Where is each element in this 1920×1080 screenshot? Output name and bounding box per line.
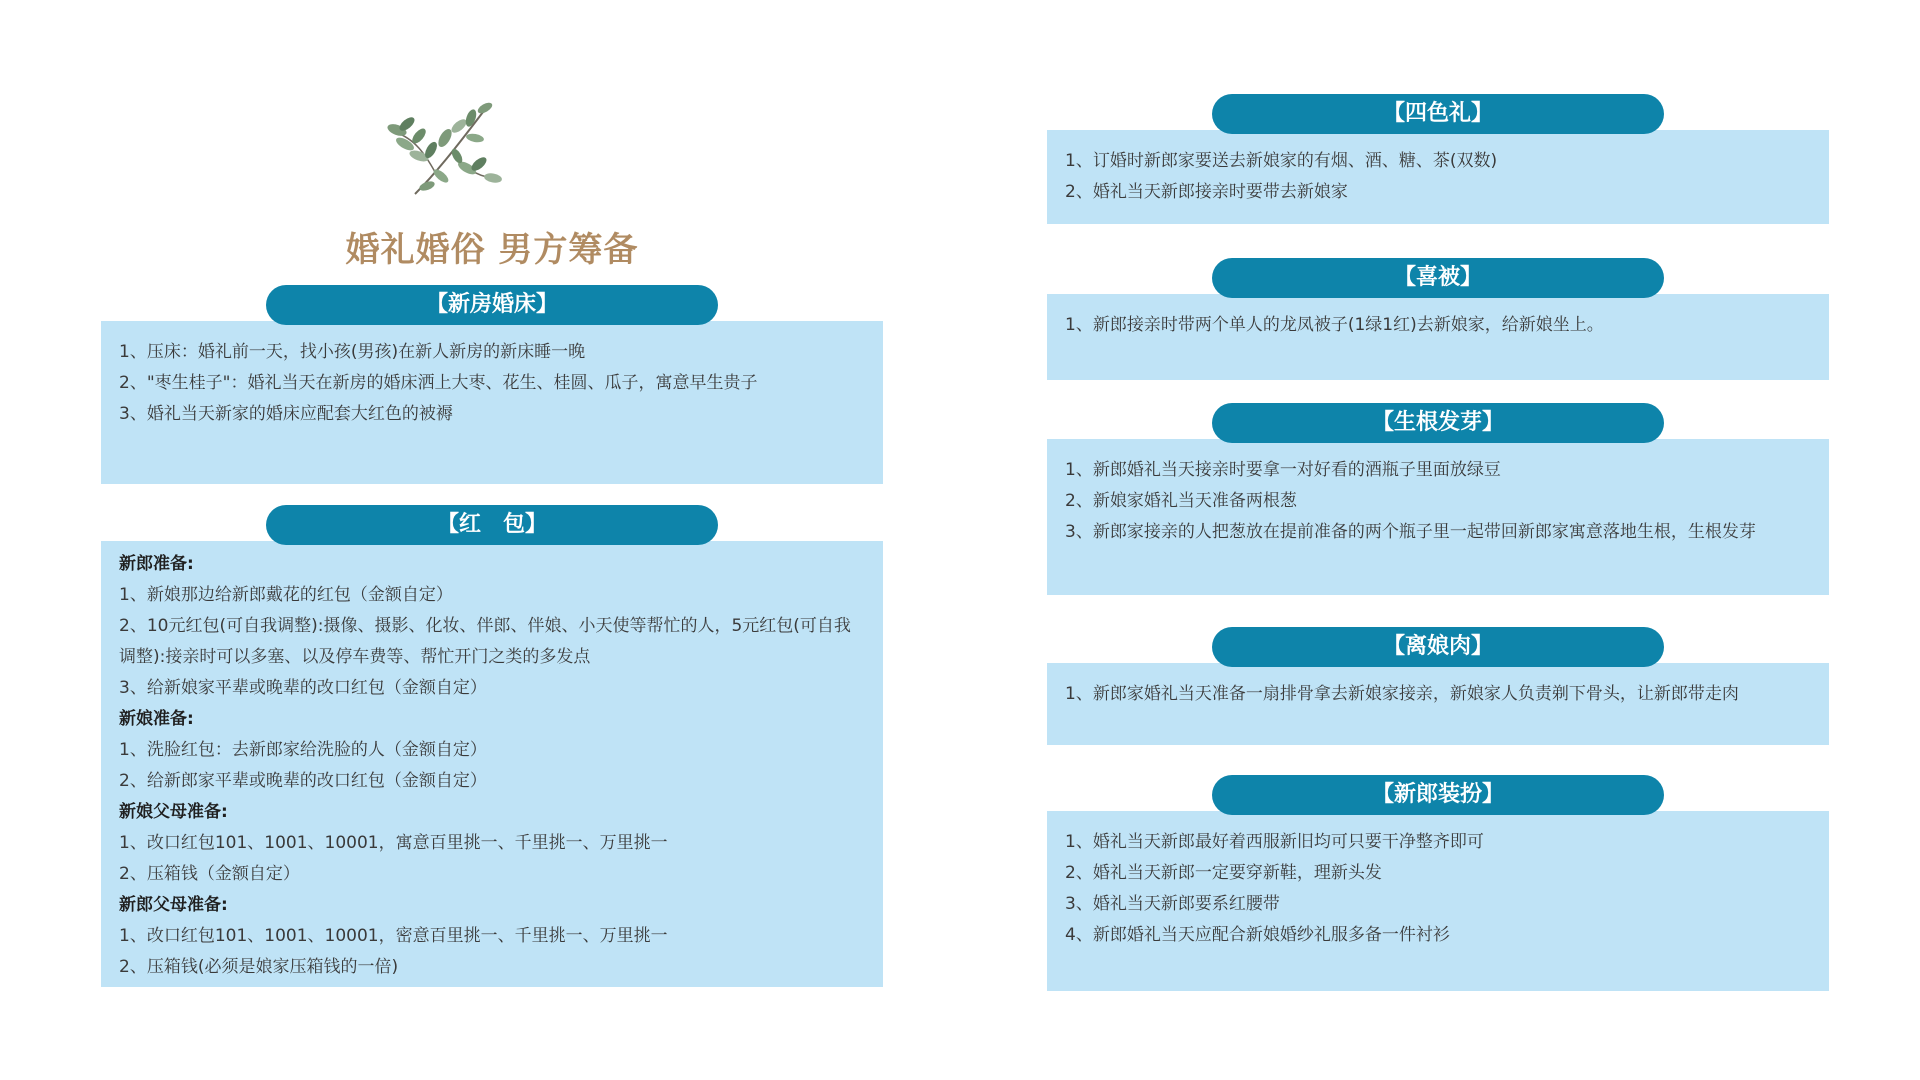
list-item: 2、压箱钱(必须是娘家压箱钱的一倍) bbox=[119, 957, 399, 977]
section-heading: 【喜被】 bbox=[1212, 258, 1664, 298]
section-body bbox=[1047, 130, 1829, 224]
list-item: 1、新娘那边给新郎戴花的红包（金额自定） bbox=[119, 585, 453, 605]
list-item: 1、改口红包101、1001、10001，密意百里挑一、千里挑一、万里挑一 bbox=[119, 926, 668, 946]
list-item: 4、新郎婚礼当天应配合新娘婚纱礼服多备一件衬衫 bbox=[1065, 925, 1450, 945]
section-heading: 【生根发芽】 bbox=[1212, 403, 1664, 443]
list-item: 2、"枣生桂子"：婚礼当天在新房的婚床洒上大枣、花生、桂圆、瓜子，寓意早生贵子 bbox=[119, 373, 758, 393]
subheading-bride: 新娘准备: bbox=[119, 709, 194, 729]
subheading-groom-parents: 新郎父母准备: bbox=[119, 895, 228, 915]
list-item: 1、压床：婚礼前一天，找小孩(男孩)在新人新房的新床睡一晚 bbox=[119, 342, 586, 362]
section-heading: 【离娘肉】 bbox=[1212, 627, 1664, 667]
list-item: 1、新郎接亲时带两个单人的龙凤被子(1绿1红)去新娘家，给新娘坐上。 bbox=[1065, 315, 1604, 335]
section-body bbox=[101, 321, 883, 484]
list-item: 2、给新郎家平辈或晚辈的改口红包（金额自定） bbox=[119, 771, 487, 791]
list-item: 1、婚礼当天新郎最好着西服新旧均可只要干净整齐即可 bbox=[1065, 832, 1484, 852]
section-body bbox=[1047, 439, 1829, 595]
section-sise bbox=[1047, 94, 1829, 224]
section-xinfang bbox=[101, 285, 883, 484]
leaf-branch-icon bbox=[375, 94, 515, 212]
subheading-bride-parents: 新娘父母准备: bbox=[119, 802, 228, 822]
list-item: 3、婚礼当天新家的婚床应配套大红色的被褥 bbox=[119, 404, 453, 424]
list-item: 1、新郎婚礼当天接亲时要拿一对好看的酒瓶子里面放绿豆 bbox=[1065, 460, 1501, 480]
section-shenggen bbox=[1047, 403, 1829, 595]
section-body bbox=[101, 541, 883, 987]
section-body bbox=[1047, 294, 1829, 380]
list-item: 1、改口红包101、1001、10001，寓意百里挑一、千里挑一、万里挑一 bbox=[119, 833, 668, 853]
section-xibei bbox=[1047, 258, 1829, 380]
section-heading: 【新郎装扮】 bbox=[1212, 775, 1664, 815]
section-body bbox=[1047, 663, 1829, 745]
list-item: 2、10元红包(可自我调整):摄像、摄影、化妆、伴郎、伴娘、小天使等帮忙的人，5元红包(可自我调整):接亲时可以多塞、以及停车费等、帮忙开门之类的多发点 bbox=[119, 616, 851, 667]
section-hongbao bbox=[101, 505, 883, 987]
list-item: 2、压箱钱（金额自定） bbox=[119, 864, 300, 884]
section-heading: 【新房婚床】 bbox=[266, 285, 718, 325]
page-title: 婚礼婚俗 男方筹备 bbox=[345, 230, 639, 270]
section-zhuangban bbox=[1047, 775, 1829, 991]
list-item: 1、新郎家婚礼当天准备一扇排骨拿去新娘家接亲，新娘家人负责剃下骨头，让新郎带走肉 bbox=[1065, 684, 1739, 704]
section-liniang bbox=[1047, 627, 1829, 745]
section-heading: 【红 包】 bbox=[266, 505, 718, 545]
list-item: 3、新郎家接亲的人把葱放在提前准备的两个瓶子里一起带回新郎家寓意落地生根，生根发芽 bbox=[1065, 522, 1756, 542]
list-item: 2、婚礼当天新郎接亲时要带去新娘家 bbox=[1065, 182, 1348, 202]
list-item: 3、给新娘家平辈或晚辈的改口红包（金额自定） bbox=[119, 678, 487, 698]
list-item: 3、婚礼当天新郎要系红腰带 bbox=[1065, 894, 1280, 914]
subheading-groom: 新郎准备: bbox=[119, 554, 194, 574]
list-item: 1、订婚时新郎家要送去新娘家的有烟、酒、糖、茶(双数) bbox=[1065, 151, 1498, 171]
list-item: 2、新娘家婚礼当天准备两根葱 bbox=[1065, 491, 1297, 511]
list-item: 1、洗脸红包：去新郎家给洗脸的人（金额自定） bbox=[119, 740, 487, 760]
list-item: 2、婚礼当天新郎一定要穿新鞋，理新头发 bbox=[1065, 863, 1382, 883]
section-body bbox=[1047, 811, 1829, 991]
section-heading: 【四色礼】 bbox=[1212, 94, 1664, 134]
